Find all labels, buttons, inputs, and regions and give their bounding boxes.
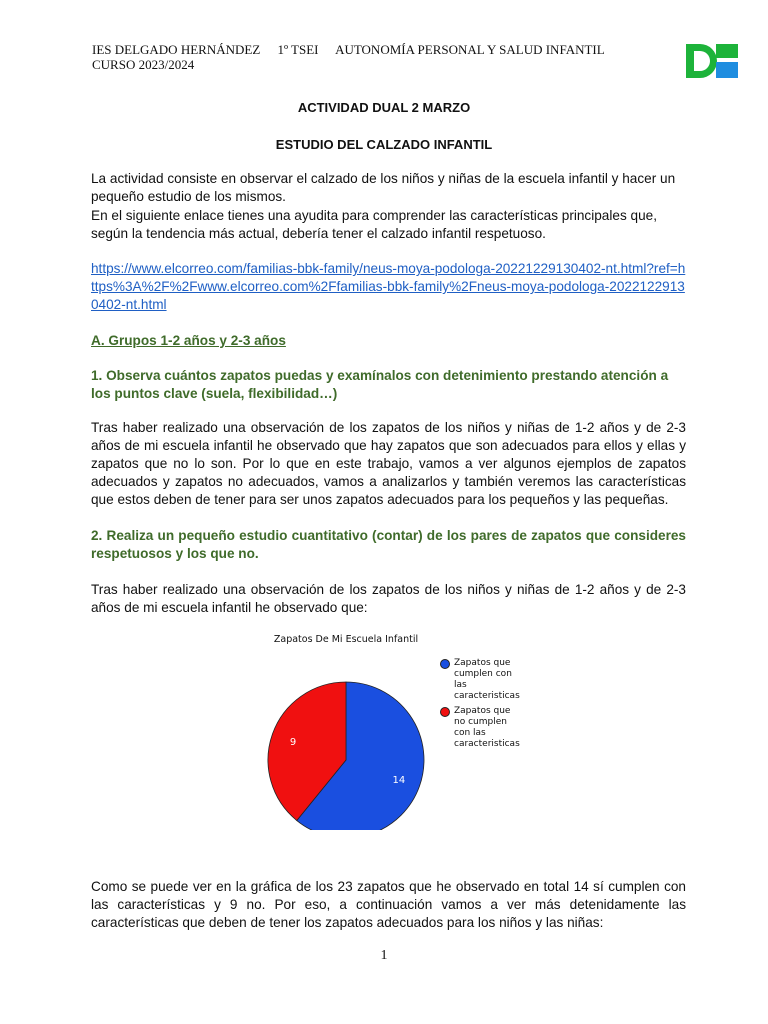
legend-swatch-blue (440, 659, 450, 669)
reference-link[interactable]: https://www.elcorreo.com/familias-bbk-family/neus-moya-podologa-20221229130402-nt.html?ref=https%3A%2F%2Fwww.elcorreo.com%2Ffamilias-bbk-family%2Fneus-moya-podologa-20221229130402-nt.html (91, 261, 686, 312)
pie-chart (256, 630, 536, 830)
course-level: 1º TSEI (277, 42, 319, 57)
legend-item-no-cumplen (440, 706, 524, 750)
question-2: 2. Realiza un pequeño estudio cuantitativo (contar) de los pares de zapatos que consideres respetuosos y los que no. (91, 528, 686, 561)
school-name: IES DELGADO HERNÁNDEZ (92, 42, 261, 57)
answer-1: Tras haber realizado una observación de los zapatos de los niños y niñas de 1-2 años y de 2-3 años de mi escuela infantil he observado que hay zapatos que son adecuados para ellos y ellas y zapatos que no lo son. Por lo que en este trabajo, vamos a ver algunos ejemplos de zapatos adecuados y zapatos no adecuados, vamos a analizarlos y también veremos las características que estos deben de tener para ser unos zapatos adecuados para los pequeños y las pequeñas. (91, 420, 686, 507)
activity-title: ACTIVIDAD DUAL 2 MARZO (297, 100, 471, 115)
section-a-heading: A. Grupos 1-2 años y 2-3 años (91, 333, 286, 348)
study-title: ESTUDIO DEL CALZADO INFANTIL (275, 137, 493, 152)
school-logo-icon (686, 44, 738, 78)
answer-2: Tras haber realizado una observación de los zapatos de los niños y niñas de 1-2 años y de 2-3 años de mi escuela infantil he observado que: (91, 582, 686, 615)
legend-label-cumplen: Zapatos que cumplen con las caracteristicas (454, 658, 520, 701)
course-year: CURSO 2023/2024 (92, 57, 195, 72)
legend-swatch-red (440, 707, 450, 717)
chart-title: Zapatos De Mi Escuela Infantil (273, 634, 419, 645)
subject-name: AUTONOMÍA PERSONAL Y SALUD INFANTIL (335, 42, 605, 57)
intro-paragraph-2: En el siguiente enlace tienes una ayudita para comprender las características principales que, según la tendencia más actual, debería tener el calzado infantil respetuoso. (91, 208, 657, 241)
conclusion-paragraph: Como se puede ver en la gráfica de los 23 zapatos que he observado en total 14 sí cumplen con las características y 9 no. Por eso, a continuación vamos a ver más detenidamente las características que deben de tener los zapatos adecuados para los niños y las niñas: (91, 879, 686, 930)
pie-chart-svg (256, 630, 436, 830)
legend-label-no-cumplen: Zapatos que no cumplen con las caracteristicas (454, 706, 520, 749)
question-1: 1. Observa cuántos zapatos puedas y examínalos con detenimiento prestando atención a los puntos clave (suela, flexibilidad…) (91, 368, 669, 401)
chart-legend (440, 658, 524, 754)
intro-paragraph-1: La actividad consiste en observar el calzado de los niños y niñas de la escuela infantil y hacer un pequeño estudio de los mismos. (91, 171, 676, 204)
pie-data-label-1: 9 (289, 737, 297, 749)
pie-data-label-0: 14 (392, 774, 406, 786)
page-number: 1 (380, 948, 388, 963)
legend-item-cumplen (440, 658, 524, 702)
page-header (92, 42, 619, 72)
